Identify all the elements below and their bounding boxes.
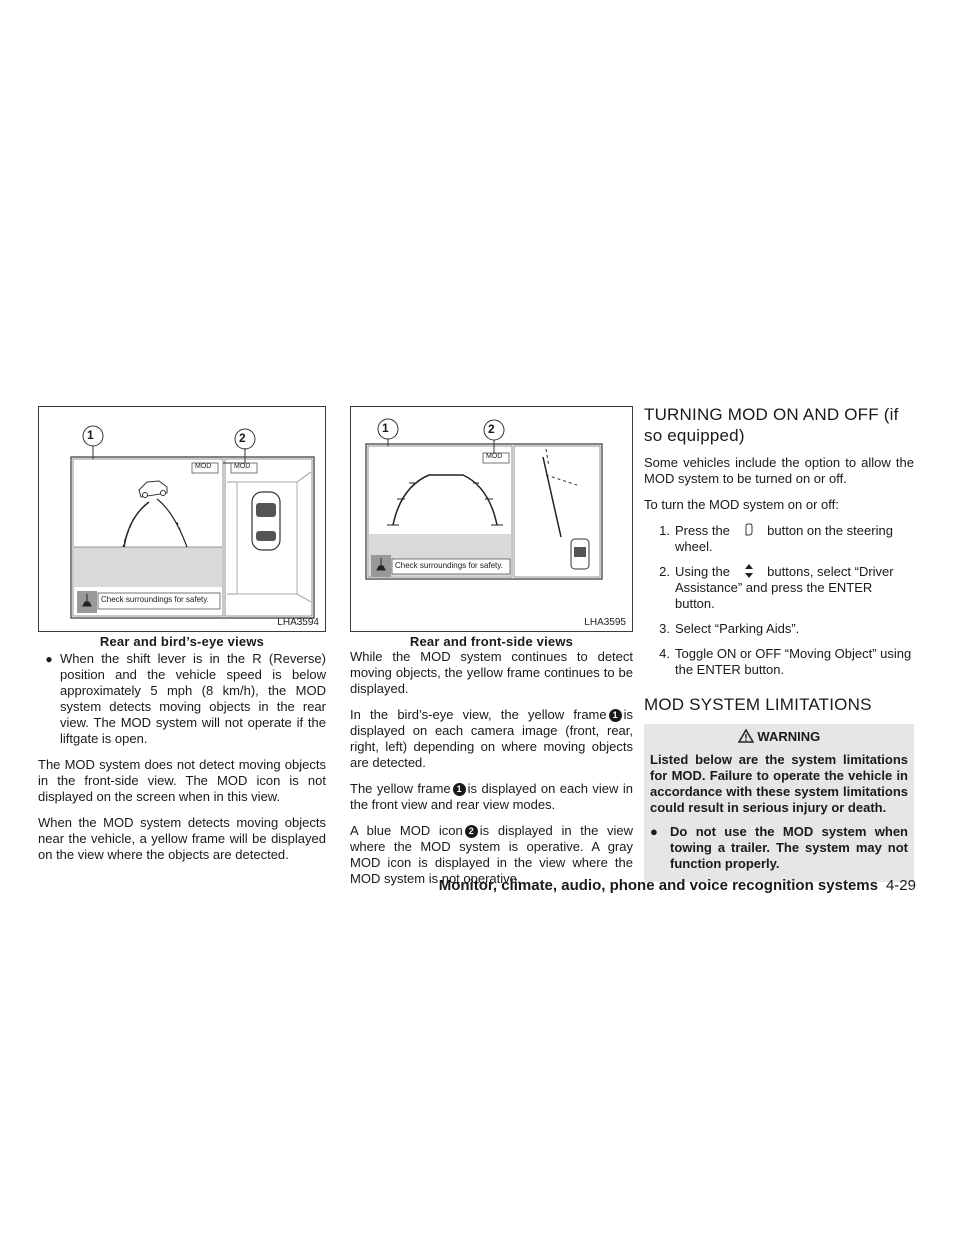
paragraph: To turn the MOD system on or off: [644,497,839,512]
paragraph: When the MOD system detects moving objects near the vehicle, a yellow frame will be displayed on the view where the objects are detected. [38,815,326,862]
list-item: 1. Press the button on the steering wheel. [659,523,893,554]
callout-2: 2 [488,422,495,436]
mod-label: MOD [486,453,503,460]
figure-rear-frontside [350,406,633,632]
figure-code: LHA3595 [584,617,626,628]
mod-label-left: MOD [195,463,212,470]
steering-switch-icon [734,523,764,537]
page-number: 4-29 [885,877,916,894]
list-item: 3. Select “Parking Aids”. [659,621,800,636]
figure-caption: Rear and bird’s-eye views [99,634,265,649]
banner-text: Check surroundings for safety. [395,561,503,570]
middle-column [350,406,633,897]
warning-bullet: ● Do not use the MOD system when towing a trailer. The system may not function properly. [650,824,908,871]
warning-text: Listed below are the system limitations for MOD. Failure to operate the vehicle in accordance with these system limitations could result in serious injury or death. [650,752,908,815]
callout-ref-icon: 2 [465,825,478,838]
steps-list [644,523,914,678]
paragraph: The MOD system does not detect moving objects in the front-side view. The MOD icon is not displayed on the screen when in this view. [38,757,326,804]
section-heading: TURNING MOD ON AND OFF (if so equipped) [644,405,899,445]
list-item: 2. Using the buttons, select “Driver Assistance” and press the ENTER button. [659,564,894,611]
right-column [644,404,914,882]
paragraph: A blue MOD icon 2 is displayed in the view where the MOD system is operative. A gray MOD icon is displayed in the view where the MOD system is not operative. [350,823,634,886]
banner-text: Check surroundings for safety. [101,595,209,604]
paragraph: Some vehicles include the option to allow the MOD system to be turned on or off. [644,455,914,486]
warning-header: WARNING [650,729,908,744]
figure-rear-frontside-illustration [351,407,632,631]
paragraph: In the bird’s-eye view, the yellow frame 1 is displayed on each camera image (front, rear, right, left) depending on where moving objects are detected. [350,707,633,770]
left-column [38,406,326,873]
list-item: ● When the shift lever is in the R (Reverse) position and the vehicle speed is below approximately 5 mph (8 km/h), the MOD system detects moving objects in the rear view. The MOD system will not operate if the liftgate is open. [38,651,326,747]
section-heading: MOD SYSTEM LIMITATIONS [644,695,872,714]
callout-2: 2 [239,431,246,445]
warning-box [644,724,914,882]
callout-ref-icon: 1 [609,709,622,722]
footer-section: Monitor, climate, audio, phone and voice recognition systems [438,877,878,894]
page-footer [439,877,916,894]
figure-code: LHA3594 [277,617,319,628]
bullet-icon: ● [45,652,53,666]
paragraph: The yellow frame 1 is displayed on each view in the front view and rear view modes. [350,781,633,812]
callout-1: 1 [382,421,389,435]
figure-rear-birdseye [38,406,326,632]
figure-caption: Rear and front-side views [409,634,574,649]
callout-1: 1 [87,428,94,442]
list-item: 4. Toggle ON or OFF “Moving Object” using the ENTER button. [659,646,912,677]
warning-icon [738,729,754,744]
paragraph: While the MOD system continues to detect moving objects, the yellow frame continues to be displayed. [350,649,633,696]
up-down-arrows-icon [734,564,764,578]
mod-label-right: MOD [234,463,251,470]
bullet-icon: ● [650,824,658,839]
callout-ref-icon: 1 [453,783,466,796]
